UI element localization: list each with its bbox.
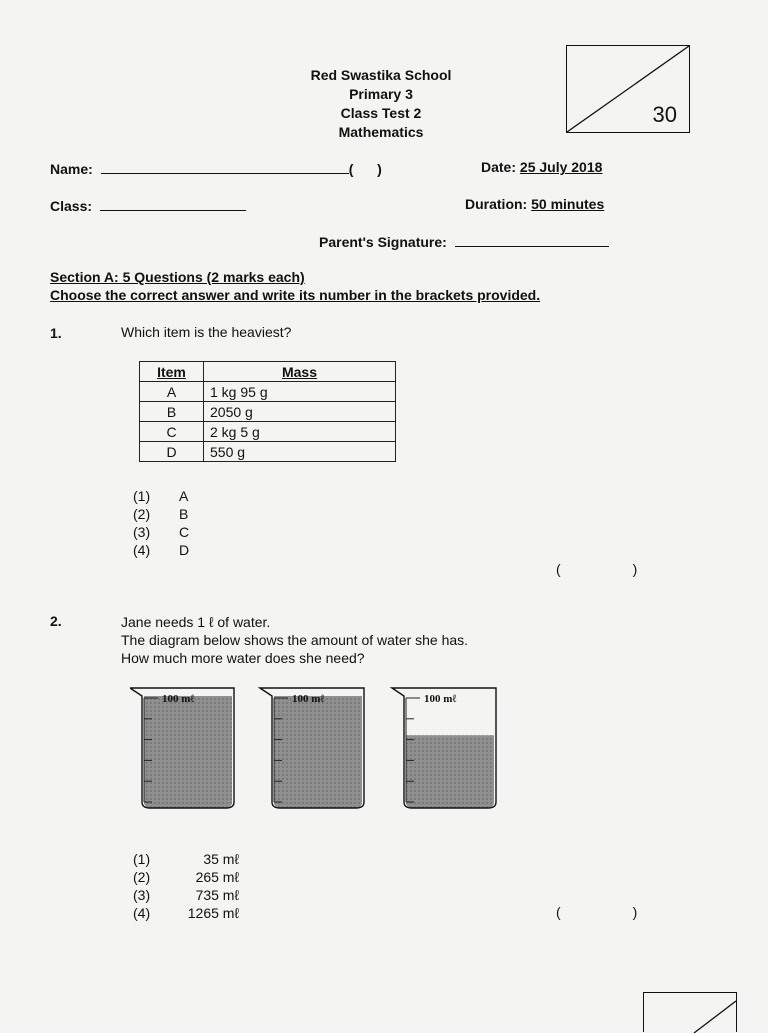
q1-option-4[interactable] xyxy=(133,541,189,559)
mass-cell: 550 g xyxy=(204,442,396,462)
option-text: A xyxy=(179,488,189,504)
date-label: Date: xyxy=(481,159,517,175)
level: Primary 3 xyxy=(349,86,413,102)
beaker xyxy=(260,688,364,808)
q2-line: Jane needs 1 ℓ of water. xyxy=(121,614,271,630)
beaker-capacity-label: 100 mℓ xyxy=(162,693,195,705)
mass-table xyxy=(139,361,396,462)
beaker-capacity-label: 100 mℓ xyxy=(424,693,457,705)
table-row xyxy=(140,402,396,422)
table-row xyxy=(140,382,396,402)
option-number: (3) xyxy=(133,524,151,540)
option-number: (4) xyxy=(133,905,151,921)
q1-option-2[interactable] xyxy=(133,505,189,523)
duration-label: Duration: xyxy=(465,196,528,212)
date-field xyxy=(481,159,602,175)
class-blank[interactable] xyxy=(100,196,246,211)
name-blank[interactable] xyxy=(101,159,349,174)
duration-field xyxy=(465,196,604,212)
beaker-capacity-label: 100 mℓ xyxy=(292,693,325,705)
beaker xyxy=(130,688,234,808)
q1-answer-bracket[interactable] xyxy=(556,561,637,577)
option-text: 1265 mℓ xyxy=(187,905,239,921)
q2-line: How much more water does she need? xyxy=(121,650,365,666)
header-mass: Mass xyxy=(204,362,396,382)
option-text: 265 mℓ xyxy=(195,869,239,885)
score-box xyxy=(566,45,690,133)
q2-line: The diagram below shows the amount of water she has. xyxy=(121,632,469,648)
index-paren-close: ) xyxy=(377,161,382,177)
mass-cell: 2 kg 5 g xyxy=(204,422,396,442)
mass-cell: 2050 g xyxy=(204,402,396,422)
item-cell: A xyxy=(140,382,204,402)
q2-option-4[interactable] xyxy=(133,904,239,922)
option-number: (4) xyxy=(133,542,151,558)
item-cell: C xyxy=(140,422,204,442)
q1-option-3[interactable] xyxy=(133,523,189,541)
name-field xyxy=(50,159,382,177)
q2-options xyxy=(133,850,239,922)
signature-field xyxy=(319,232,609,250)
option-text: D xyxy=(179,542,190,558)
q2-option-3[interactable] xyxy=(133,886,239,904)
q2-number: 2. xyxy=(50,613,62,629)
test-header xyxy=(250,66,512,142)
q2-option-2[interactable] xyxy=(133,868,239,886)
q2-answer-bracket[interactable] xyxy=(556,904,637,920)
q1-options xyxy=(133,487,189,559)
q2-option-1[interactable] xyxy=(133,850,239,868)
mass-table-header xyxy=(140,362,396,382)
class-label: Class: xyxy=(50,198,93,214)
option-number: (1) xyxy=(133,488,151,504)
test-name: Class Test 2 xyxy=(340,105,422,121)
duration-value: 50 minutes xyxy=(531,196,605,212)
score-total: 30 xyxy=(652,102,677,127)
option-text: 35 mℓ xyxy=(203,851,239,867)
beaker-water xyxy=(144,696,232,808)
option-text: 735 mℓ xyxy=(195,887,239,903)
beaker-diagram xyxy=(130,682,510,816)
signature-blank[interactable] xyxy=(455,232,609,247)
table-row xyxy=(140,422,396,442)
item-cell: D xyxy=(140,442,204,462)
name-label: Name: xyxy=(50,161,93,177)
q1-text: Which item is the heaviest? xyxy=(121,324,292,340)
item-cell: B xyxy=(140,402,204,422)
option-number: (3) xyxy=(133,887,151,903)
option-number: (2) xyxy=(133,869,151,885)
next-score-box xyxy=(643,992,737,1032)
signature-label: Parent's Signature: xyxy=(319,234,447,250)
q2-text xyxy=(121,613,468,667)
date-value: 25 July 2018 xyxy=(519,159,603,175)
subject: Mathematics xyxy=(338,124,424,140)
mass-cell: 1 kg 95 g xyxy=(204,382,396,402)
q1-number: 1. xyxy=(50,325,62,341)
beaker xyxy=(392,688,496,808)
option-number: (2) xyxy=(133,506,151,522)
option-number: (1) xyxy=(133,851,151,867)
bracket-close: ) xyxy=(632,561,638,577)
bracket-close: ) xyxy=(632,904,638,920)
beaker-water xyxy=(406,735,494,808)
school-name: Red Swastika School xyxy=(310,67,452,83)
section-instruction: Choose the correct answer and write its number in the brackets provided. xyxy=(50,287,541,303)
table-row xyxy=(140,442,396,462)
bracket-open: ( xyxy=(556,561,561,577)
section-title: Section A: 5 Questions (2 marks each) xyxy=(50,269,305,285)
bracket-open: ( xyxy=(556,904,561,920)
q1-option-1[interactable] xyxy=(133,487,189,505)
header-item: Item xyxy=(140,362,204,382)
beaker-water xyxy=(274,696,362,808)
next-score-box-diagonal xyxy=(644,993,738,1033)
option-text: B xyxy=(179,506,189,522)
index-paren-open: ( xyxy=(348,161,354,177)
option-text: C xyxy=(179,524,190,540)
class-field xyxy=(50,196,246,214)
